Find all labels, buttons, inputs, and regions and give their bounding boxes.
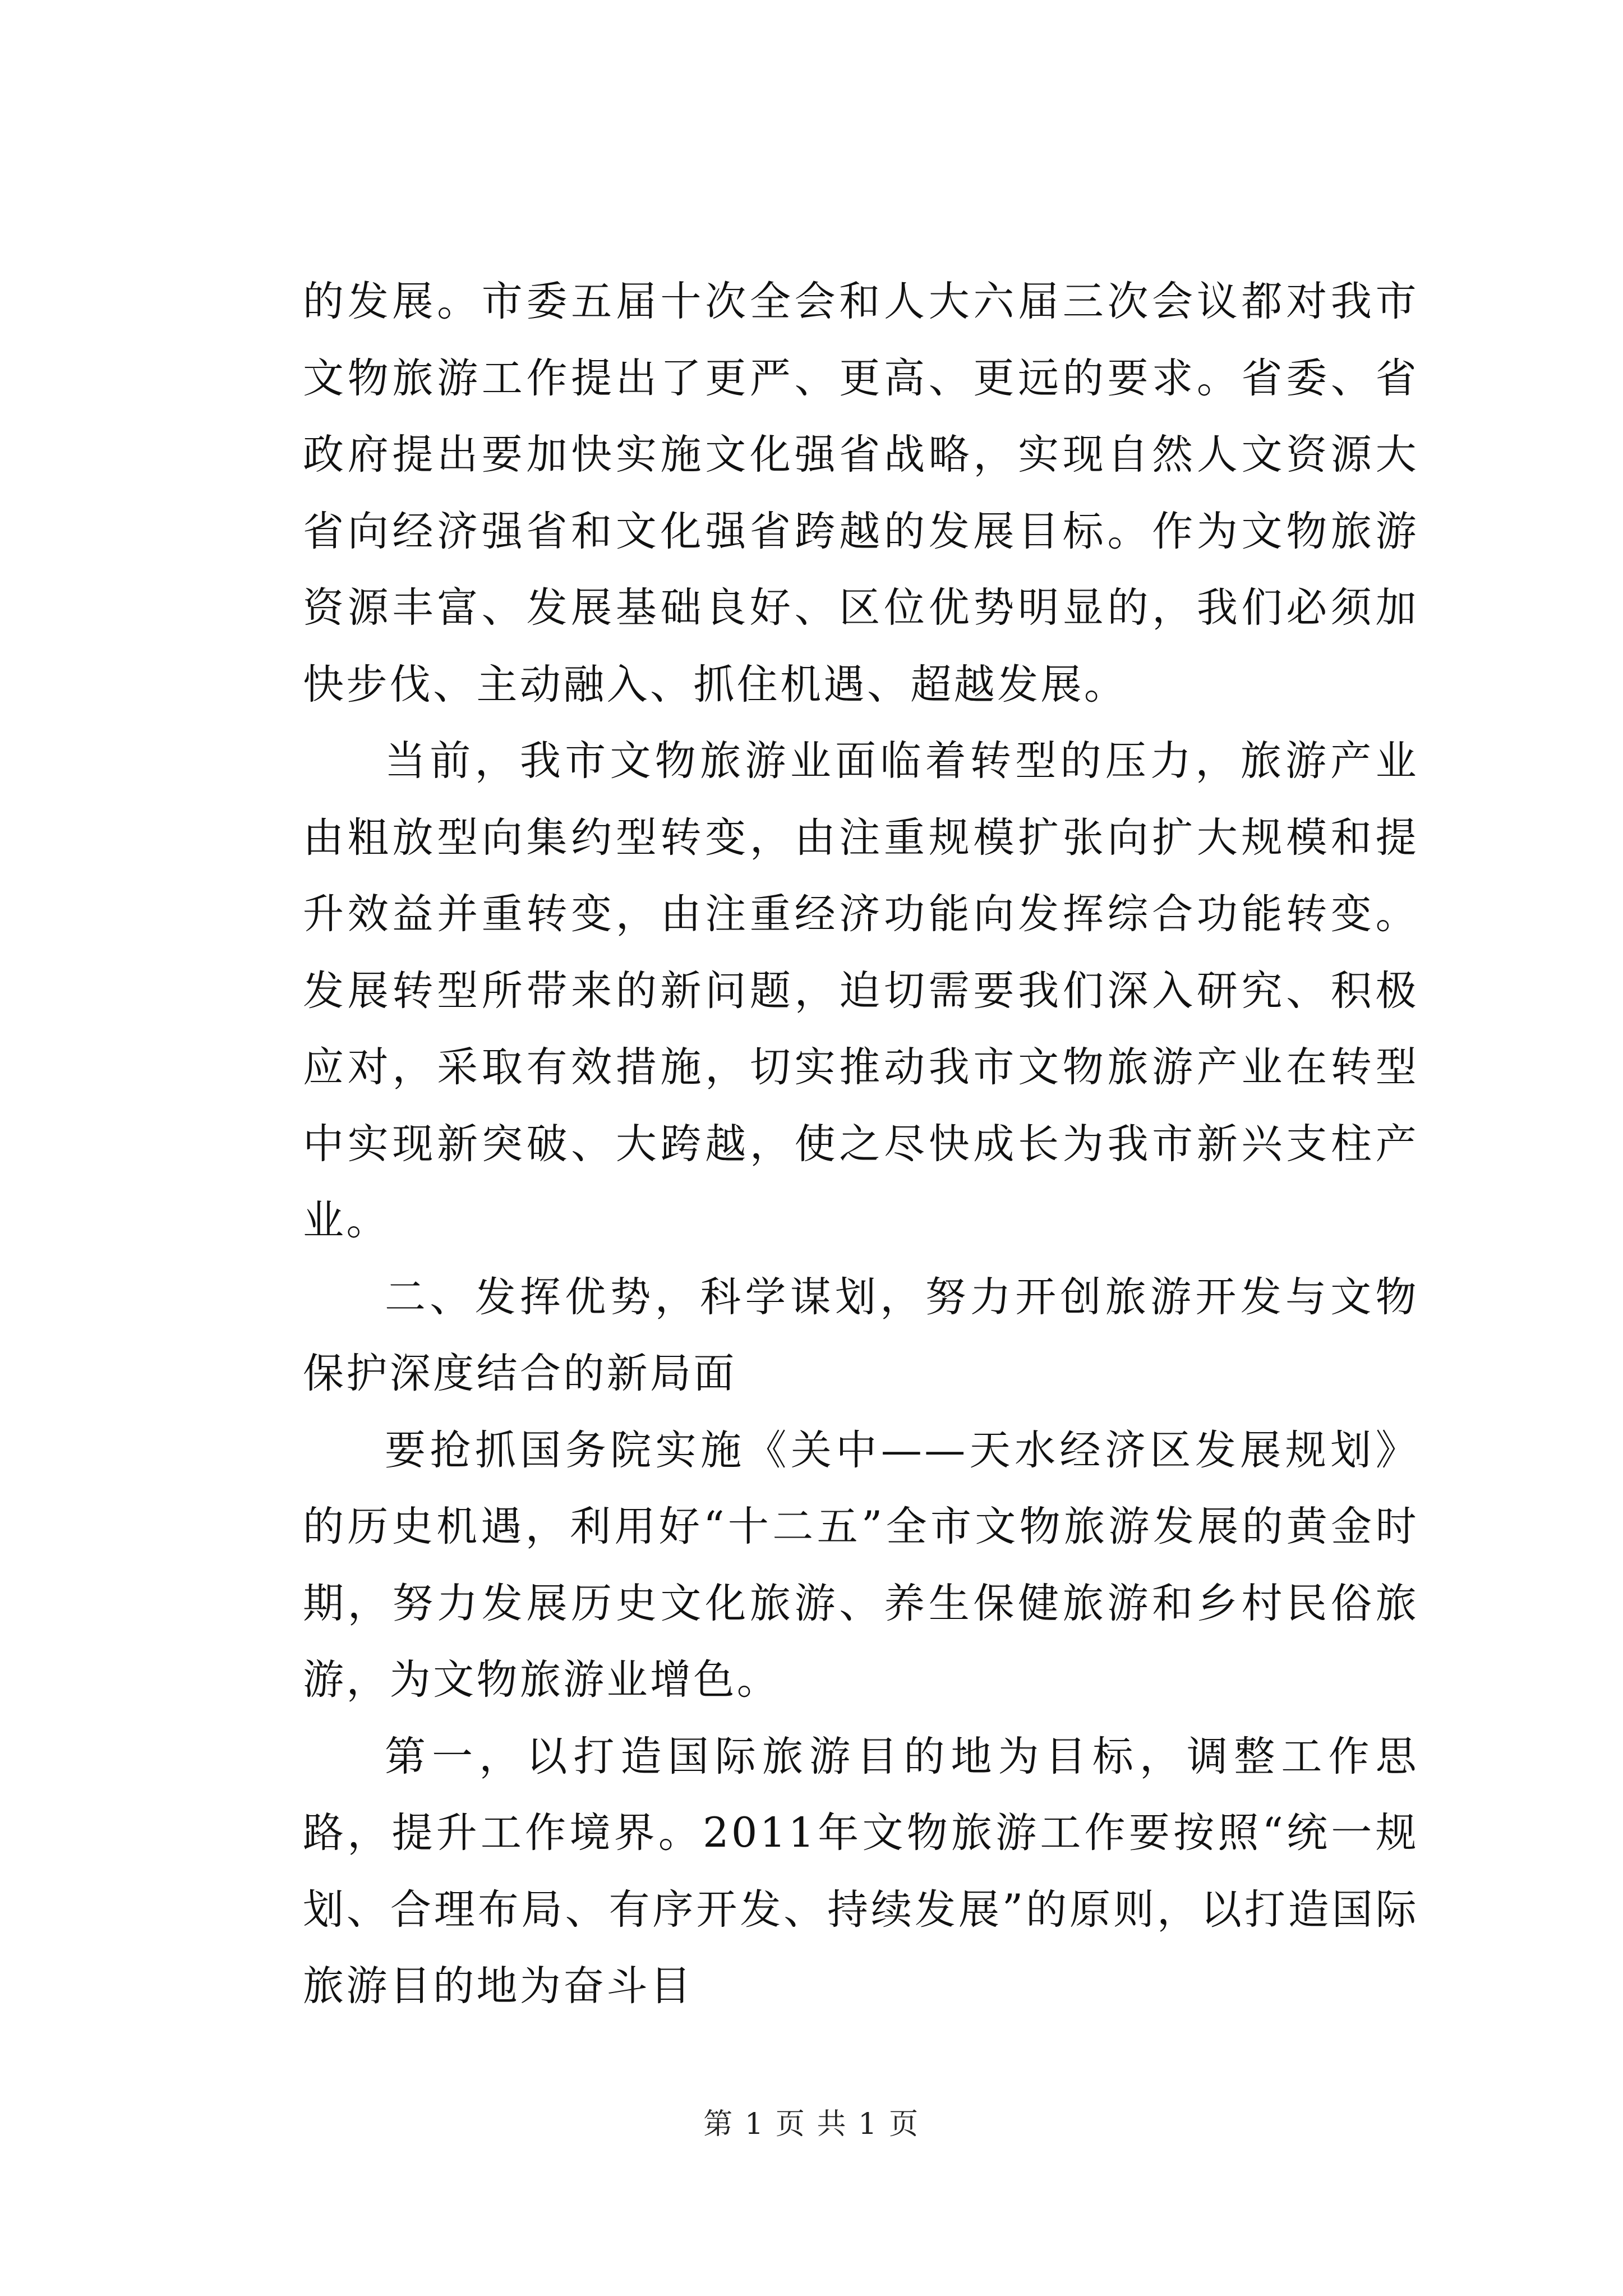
paragraph-first-point: 第一，以打造国际旅游目的地为目标，调整工作思路，提升工作境界。2011年文物旅游工作要按照“统一规划、合理布局、有序开发、持续发展”的原则，以打造国际旅游目的地为奋斗目 — [303, 1732, 1419, 2010]
paragraph-opportunity: 要抢抓国务院实施《关中——天水经济区发展规划》的历史机遇，利用好“十二五”全市文物旅游发展的黄金时期，努力发展历史文化旅游、养生保健旅游和乡村民俗旅游，为文物旅游业增色。 — [303, 1426, 1419, 1704]
page-footer: 第 1 页 共 1 页 — [703, 2108, 920, 2141]
section-heading-two: 二、发挥优势，科学谋划，努力开创旅游开发与文物保护深度结合的新局面 — [303, 1273, 1419, 1397]
paragraph-current-situation: 当前，我市文物旅游业面临着转型的压力，旅游产业由粗放型向集约型转变，由注重规模扩张向扩大规模和提升效益并重转变，由注重经济功能向发挥综合功能转变。发展转型所带来的新问题，迫切需要我们深入研究、积极应对，采取有效措施，切实推动我市文物旅游产业在转型中实现新突破、大跨越，使之尽快成长为我市新兴支柱产业。 — [303, 737, 1419, 1244]
document-body — [303, 264, 1419, 2025]
paragraph-continuation: 的发展。市委五届十次全会和人大六届三次会议都对我市文物旅游工作提出了更严、更高、更远的要求。省委、省政府提出要加快实施文化强省战略，实现自然人文资源大省向经济强省和文化强省跨越的发展目标。作为文物旅游资源丰富、发展基础良好、区位优势明显的，我们必须加快步伐、主动融入、抓住机遇、超越发展。 — [303, 278, 1419, 708]
